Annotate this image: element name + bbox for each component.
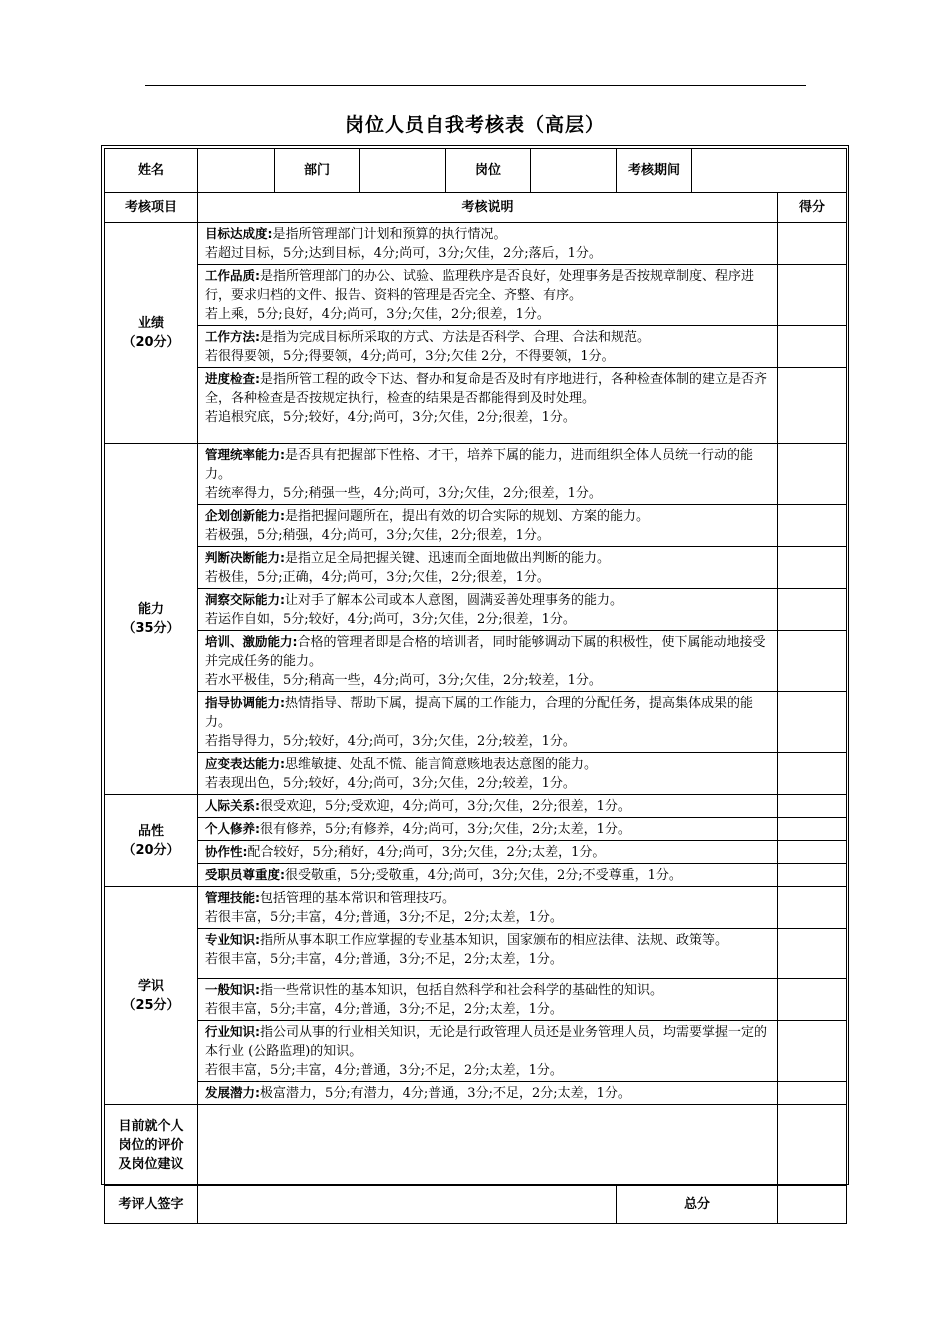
item-description [198, 368, 778, 444]
item-description [198, 841, 778, 864]
item-description [198, 631, 778, 692]
item-desc: 让对手了解本公司或本人意图，圆满妥善处理事务的能力。 [285, 593, 624, 608]
item-scale: 若表现出色，5分;较好，4分;尚可，3分;欠佳，2分;较差，1分。 [205, 776, 576, 791]
item-description [198, 505, 778, 547]
item-name: 个人修养: [205, 821, 260, 836]
item-name: 行业知识: [205, 1024, 260, 1039]
item-desc: 很受欢迎，5分;受欢迎，4分;尚可，3分;欠佳，2分;很差，1分。 [260, 799, 631, 814]
item-desc: 是指所管理部门的办公、试验、监理秩序是否良好，处理事务是否按规章制度、程序进行，要求归档的文件、报告、资料的管理是否完全、齐整、有序。 [205, 269, 755, 303]
footer-row [105, 1186, 847, 1224]
assessment-item-row [105, 864, 847, 887]
score-cell[interactable] [778, 1021, 847, 1082]
score-cell[interactable] [778, 444, 847, 505]
assessment-item-row [105, 1021, 847, 1082]
item-description [198, 223, 778, 265]
signer-signature-cell[interactable] [198, 1186, 617, 1224]
name-value-cell[interactable] [198, 149, 275, 193]
assessment-table [104, 148, 847, 1224]
category-points: （20分） [122, 842, 180, 858]
item-desc: 是指为完成目标所采取的方式、方法是否科学、合理、合法和规范。 [260, 330, 651, 345]
item-scale: 若很丰富，5分;丰富，4分;普通，3分;不足，2分;太差，1分。 [205, 1063, 563, 1078]
assessment-item-row [105, 368, 847, 444]
score-cell[interactable] [778, 223, 847, 265]
score-cell[interactable] [778, 818, 847, 841]
item-description [198, 1082, 778, 1105]
item-name: 人际关系: [205, 798, 260, 813]
item-name: 发展潜力: [205, 1085, 260, 1100]
score-header: 得分 [778, 193, 847, 223]
item-scale: 若很得要领，5分;得要领，4分;尚可，3分;欠佳 2分，不得要领，1分。 [205, 349, 615, 364]
item-desc: 指公司从事的行业相关知识，无论是行政管理人员还是业务管理人员，均需要掌握一定的本行业 (公路监理)的知识。 [205, 1025, 768, 1059]
category-points: （35分） [122, 621, 180, 636]
item-scale: 若水平极佳，5分;稍高一些，4分;尚可，3分;欠佳，2分;较差，1分。 [205, 673, 602, 688]
score-cell[interactable] [778, 753, 847, 795]
evaluation-score-cell[interactable] [778, 1105, 847, 1186]
item-scale: 若极佳，5分;正确，4分;尚可，3分;欠佳，2分;很差，1分。 [205, 570, 550, 585]
item-description [198, 326, 778, 368]
item-description [198, 979, 778, 1021]
item-description [198, 1021, 778, 1082]
assessment-item-row [105, 929, 847, 979]
item-description [198, 692, 778, 753]
item-desc: 是指所管理部门计划和预算的执行情况。 [272, 227, 507, 242]
item-name: 目标达成度: [205, 226, 273, 241]
item-name: 培训、激励能力: [205, 634, 298, 649]
assessment-item-row [105, 818, 847, 841]
item-scale: 若追根究底，5分;较好，4分;尚可，3分;欠佳，2分;很差，1分。 [205, 410, 576, 425]
item-name: 判断决断能力: [205, 550, 285, 565]
item-description [198, 444, 778, 505]
item-description [198, 887, 778, 929]
item-description [198, 547, 778, 589]
item-name: 指导协调能力: [205, 695, 285, 710]
item-description [198, 795, 778, 818]
item-desc: 配合较好，5分;稍好，4分;尚可，3分;欠佳，2分;太差，1分。 [247, 845, 606, 860]
total-label: 总分 [617, 1186, 778, 1224]
total-score-cell[interactable] [778, 1186, 847, 1224]
period-value-cell[interactable] [692, 149, 847, 193]
assessment-item-row [105, 547, 847, 589]
page-title: 岗位人员自我考核表（高层） [344, 114, 605, 136]
item-scale: 若统率得力，5分;稍强一些，4分;尚可，3分;欠佳，2分;很差，1分。 [205, 486, 602, 501]
item-name: 管理统率能力: [205, 447, 285, 462]
item-desc: 热情指导、帮助下属，提高下属的工作能力，合理的分配任务，提高集体成果的能力。 [205, 696, 754, 730]
item-name: 一般知识: [205, 982, 260, 997]
dept-label: 部门 [275, 149, 360, 193]
category-points: （25分） [122, 997, 180, 1013]
item-description [198, 753, 778, 795]
assessment-item-row [105, 444, 847, 505]
assessment-item-row [105, 795, 847, 818]
assessment-item-row [105, 692, 847, 753]
score-cell[interactable] [778, 368, 847, 444]
signer-label: 考评人签字 [105, 1186, 198, 1224]
score-cell[interactable] [778, 547, 847, 589]
category-performance [105, 223, 198, 444]
item-name: 专业知识: [205, 932, 260, 947]
category-ability [105, 444, 198, 795]
item-desc: 是指所管工程的政令下达、督办和复命是否及时有序地进行，各种检查体制的建立是否齐全，各种检查是否按规定执行，检查的结果是否都能得到及时处理。 [205, 372, 768, 406]
item-desc: 很受敬重，5分;受敬重，4分;尚可，3分;欠佳，2分;不受尊重，1分。 [285, 868, 682, 883]
item-scale: 若很丰富，5分;丰富，4分;普通，3分;不足，2分;太差，1分。 [205, 1002, 563, 1017]
category-name: 能力 [137, 602, 164, 617]
item-desc: 包括管理的基本常识和管理技巧。 [260, 891, 456, 906]
item-scale: 若超过目标，5分;达到目标，4分;尚可，3分;欠佳，2分;落后，1分。 [205, 246, 602, 261]
item-scale: 若指导得力，5分;较好，4分;尚可，3分;欠佳，2分;较差，1分。 [205, 734, 576, 749]
assessment-item-row [105, 326, 847, 368]
score-cell[interactable] [778, 841, 847, 864]
item-header: 考核项目 [105, 193, 198, 223]
item-description [198, 929, 778, 979]
item-description [198, 864, 778, 887]
assessment-item-row [105, 265, 847, 326]
item-name: 管理技能: [205, 890, 260, 905]
dept-value-cell[interactable] [360, 149, 446, 193]
assessment-item-row [105, 887, 847, 929]
assessment-item-row [105, 505, 847, 547]
item-name: 工作品质: [205, 268, 260, 283]
category-name: 品性 [137, 823, 164, 839]
item-name: 企划创新能力: [205, 508, 285, 523]
assessment-item-row [105, 841, 847, 864]
post-value-cell[interactable] [531, 149, 617, 193]
item-desc: 指所从事本职工作应掌握的专业基本知识，国家颁布的相应法律、法规、政策等。 [260, 933, 729, 948]
item-desc: 合格的管理者即是合格的培训者，同时能够调动下属的积极性，使下属能动地接受并完成任务的能力。 [205, 635, 766, 669]
score-cell[interactable] [778, 326, 847, 368]
item-name: 工作方法: [205, 329, 260, 344]
item-scale: 若运作自如，5分;较好，4分;尚可，3分;欠佳，2分;很差，1分。 [205, 612, 576, 627]
item-desc: 是指立足全局把握关键、迅速而全面地做出判断的能力。 [285, 551, 611, 566]
assessment-item-row [105, 223, 847, 265]
score-cell[interactable] [778, 929, 847, 979]
item-scale: 若很丰富，5分;丰富，4分;普通，3分;不足，2分;太差，1分。 [205, 952, 563, 967]
item-name: 进度检查: [205, 371, 260, 386]
period-label: 考核期间 [617, 149, 692, 193]
item-name: 应变表达能力: [205, 756, 285, 771]
item-name: 协作性: [205, 844, 248, 859]
item-desc: 指一些常识性的基本知识，包括自然科学和社会科学的基础性的知识。 [260, 983, 664, 998]
score-cell[interactable] [778, 795, 847, 818]
item-description [198, 589, 778, 631]
item-desc: 思维敏捷、处乱不慌、能言简意赅地表达意图的能力。 [285, 757, 598, 772]
score-cell[interactable] [778, 265, 847, 326]
item-scale: 若极强，5分;稍强，4分;尚可，3分;欠佳，2分;很差，1分。 [205, 528, 550, 543]
score-cell[interactable] [778, 1082, 847, 1105]
top-rule [145, 85, 806, 86]
assessment-item-row [105, 631, 847, 692]
column-header-row [105, 193, 847, 223]
name-label: 姓名 [105, 149, 198, 193]
desc-header: 考核说明 [198, 193, 778, 223]
item-name: 洞察交际能力: [205, 592, 285, 607]
assessment-item-row [105, 979, 847, 1021]
item-description [198, 818, 778, 841]
item-name: 受职员尊重度: [205, 867, 285, 882]
item-desc: 很有修养，5分;有修养，4分;尚可，3分;欠佳，2分;太差，1分。 [260, 822, 631, 837]
item-desc: 是否具有把握部下性格、才干，培养下属的能力，进而组织全体人员统一行动的能力。 [205, 448, 754, 482]
evaluation-label-line: 及岗位建议 [118, 1156, 184, 1172]
info-row [105, 149, 847, 193]
score-cell[interactable] [778, 864, 847, 887]
item-scale: 若很丰富，5分;丰富，4分;普通，3分;不足，2分;太差，1分。 [205, 910, 563, 925]
evaluation-input-cell[interactable] [198, 1105, 778, 1186]
post-label: 岗位 [446, 149, 531, 193]
item-scale: 若上乘，5分;良好，4分;尚可，3分;欠佳，2分;很差，1分。 [205, 307, 550, 322]
evaluation-row [105, 1105, 847, 1186]
category-knowledge [105, 887, 198, 1105]
item-desc: 是指把握问题所在，提出有效的切合实际的规划、方案的能力。 [285, 509, 650, 524]
score-cell[interactable] [778, 631, 847, 692]
item-desc: 极富潜力，5分;有潜力，4分;普通，3分;不足，2分;太差，1分。 [260, 1086, 631, 1101]
score-cell[interactable] [778, 979, 847, 1021]
category-name: 学识 [137, 978, 164, 994]
category-name: 业绩 [137, 316, 164, 331]
assessment-item-row [105, 1082, 847, 1105]
category-character [105, 795, 198, 887]
evaluation-label [105, 1105, 198, 1186]
score-cell[interactable] [778, 589, 847, 631]
evaluation-label-line: 目前就个人 [118, 1118, 184, 1134]
assessment-item-row [105, 753, 847, 795]
evaluation-label-line: 岗位的评价 [118, 1137, 184, 1153]
assessment-item-row [105, 589, 847, 631]
score-cell[interactable] [778, 505, 847, 547]
category-points: （20分） [122, 335, 180, 350]
score-cell[interactable] [778, 887, 847, 929]
score-cell[interactable] [778, 692, 847, 753]
item-description [198, 265, 778, 326]
